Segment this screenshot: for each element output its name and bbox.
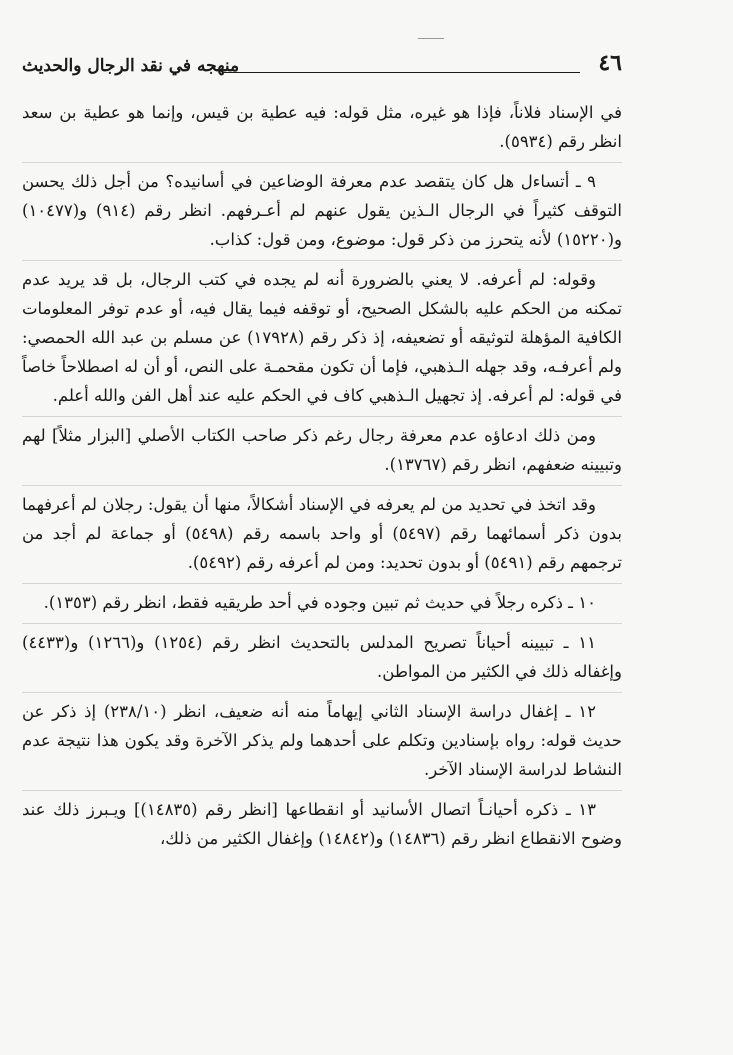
paragraph-2: ٩ ـ أتساءل هل كان يتقصد عدم معرفة الوضاعين في أسانيده؟ من أجل ذلك يحسن التوقف كثيراً في الرجال الـذين يقول عنهم لم أعـرفهم. انظر رقم (٩١٤) و(١٠٤٧٧) و(١٥٢٢٠) لأنه يتحرز من ذكر قول: موضوع، ومن قول: كذاب.	[22, 163, 622, 261]
body-text	[22, 94, 622, 859]
header-rule	[222, 72, 580, 73]
running-title: منهجه في نقد الرجال والحديث	[22, 56, 240, 76]
page-number: ٤٦	[598, 50, 622, 76]
paragraph-9: ١٣ ـ ذكره أحيانـاً اتصال الأسانيد أو انقطاعها [انظر رقم (١٤٨٣٥)] ويـبرز ذلك عند وضوح الانقطاع انظر رقم (١٤٨٣٦) و(١٤٨٤٢) وإغفال الكثير من ذلك،	[22, 800, 622, 848]
paragraph-1: في الإسناد فلاناً، فإذا هو غيره، مثل قوله: فيه عطية بن قيس، وإنما هو عطية بن سعد انظر رقم (٥٩٣٤).	[22, 94, 622, 163]
page-header	[22, 48, 622, 82]
paragraph-4: ومن ذلك ادعاؤه عدم معرفة رجال رغم ذكر صاحب الكتاب الأصلي [البزار مثلاً] لهم وتبيينه ضعفهم، انظر رقم (١٣٧٦٧).	[22, 417, 622, 486]
top-mark	[418, 38, 444, 39]
paragraph-3: وقوله: لم أعرفه. لا يعني بالضرورة أنه لم يجده في كتب الرجال، بل قد يريد عدم تمكنه من الحكم عليه بالشكل الصحيح، أو توقفه فيما يقال فيه، أو عدم توفر المعلومات الكافية المؤهلة لتوثيقه أو تضعيفه، إذ ذكر رقم (١٧٩٢٨) عن مسلم بن عبد الله الحمصي: ولم أعرفـه، وقد جهله الـذهبي، فإما أن تكون مقحمـة على النص، أو أن له اصطلاحاً خاصاً في قوله: لم أعرفه. إذ تجهيل الـذهبي كاف في الحكم عليه عند أهل الفن والله أعلم.	[22, 261, 622, 417]
paragraph-5: وقد اتخذ في تحديد من لم يعرفه في الإسناد أشكالاً، منها أن يقول: رجلان لم أعرفهما بدون ذكر أسمائهما رقم (٥٤٩٧) أو واحد باسمه رقم (٥٤٩٨) أو جماعة لم أجد من ترجمهم رقم (٥٤٩١) أو بدون تحديد: ومن لم أعرفه رقم (٥٤٩٢).	[22, 486, 622, 584]
paragraph-7: ١١ ـ تبيينه أحياناً تصريح المدلس بالتحديث انظر رقم (١٢٥٤) و(١٢٦٦) و(٤٤٣٣) وإغفاله ذلك في الكثير من المواطن.	[22, 624, 622, 693]
paragraph-6: ١٠ ـ ذكره رجلاً في حديث ثم تبين وجوده في أحد طريقيه فقط، انظر رقم (١٣٥٣).	[22, 584, 622, 624]
paragraph-8: ١٢ ـ إغفال دراسة الإسناد الثاني إيهاماً منه أنه ضعيف، انظر (٢٣٨/١٠) إذ ذكر عن حديث قوله: رواه بإسنادين وتكلم على أحدهما ولم يذكر الآخرة وقد يكون هذا نتيجة عدم النشاط لدراسة الإسناد الآخر.	[22, 693, 622, 791]
